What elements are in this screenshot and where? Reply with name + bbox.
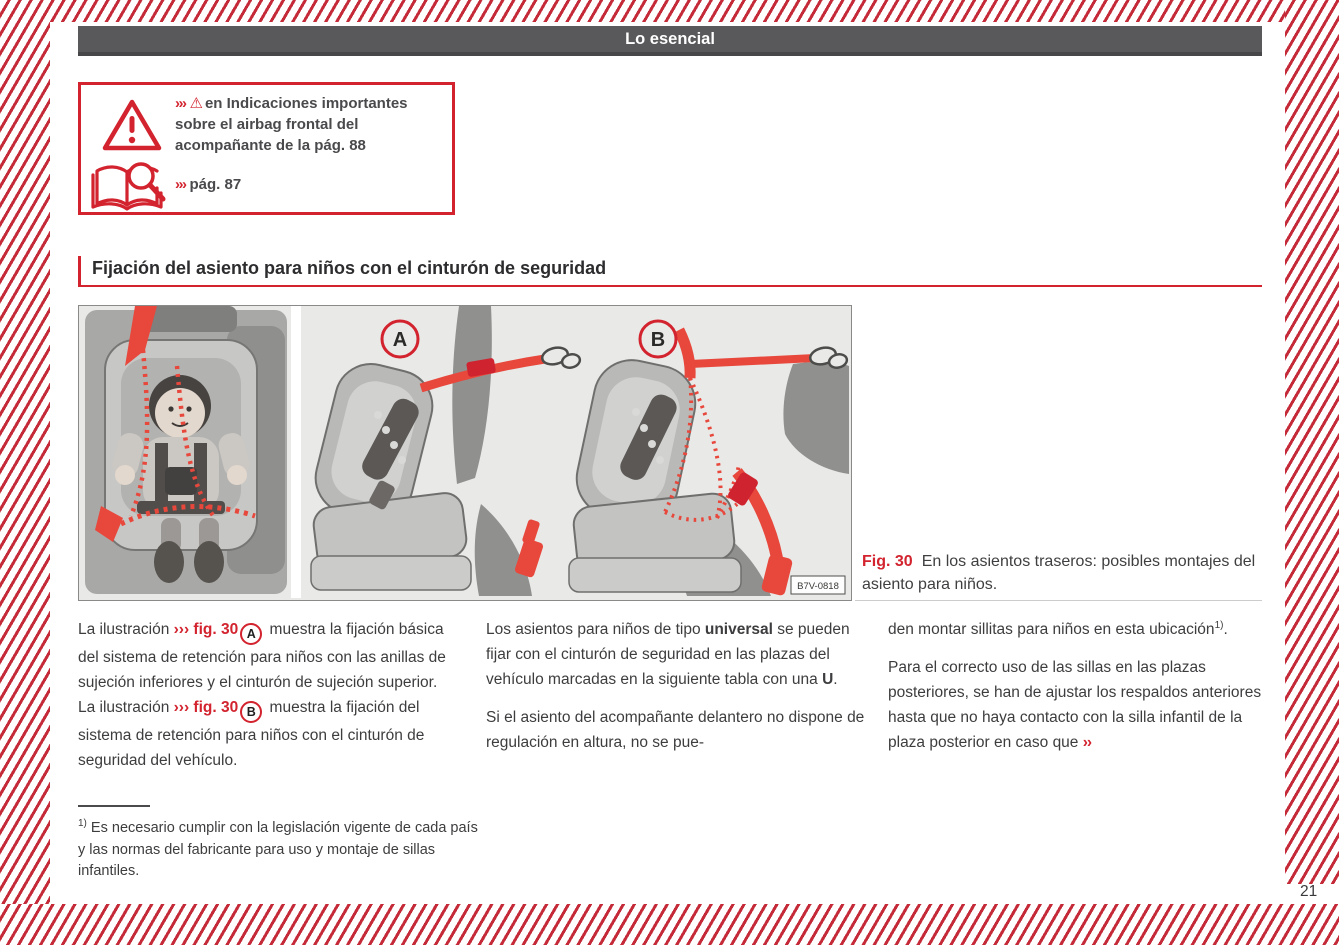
body-text: Los asientos para niños de tipo [486,621,705,638]
paragraph [486,705,866,755]
body-text: se pueden fijar con el cinturón de seguridad en las plazas del vehículo marcadas en la siguiente tabla con una [486,621,850,688]
book-magnifier-icon [89,161,173,218]
body-text: muestra la fijación básica del sistema de retención para niños con las anillas de sujeción inferiores y el cinturón de sujeción superior. La ilustración [78,621,446,716]
chapter-header [78,26,1262,56]
continuation-chevrons: ›› [1082,734,1092,751]
body-text: . [833,671,838,688]
reference-text: en Indicaciones importantes sobre el airbag frontal del acompañante de la pág. 88 [175,95,408,154]
text-column-3 [888,617,1266,768]
panel-a-label: A [392,329,408,351]
paragraph [78,617,458,773]
paragraph [486,617,866,692]
figure-caption-label: Fig. 30 [862,553,913,570]
reference-chevrons: ››› [175,176,186,193]
panel-b-label: B [650,329,666,351]
warning-triangle-icon [101,97,163,158]
bold-term: universal [704,621,773,638]
figure-caption [862,551,1264,596]
image-code: B7V-0818 [797,581,839,592]
bold-term: U [822,671,834,688]
reference-item-page [175,176,435,193]
paragraph [888,655,1266,755]
body-text: Si el asiento del acompañante delantero no dispone de regulación en altura, no se pue- [486,709,865,751]
paragraph [888,617,1266,642]
circled-letter-a: A [240,623,262,645]
footnote [78,818,480,883]
figure-reference: ››› fig. 30 [173,699,239,716]
reference-item-airbag [175,93,443,156]
figure-illustration [79,306,849,598]
reference-chevrons: ››› [175,95,186,112]
body-text: . [1223,621,1228,638]
inline-warning-icon: ⚠ [189,95,203,112]
footnote-text: Es necesario cumplir con la legislación vigente de cada país y las normas del fabricante para uso y montaje de sillas infantiles. [78,820,478,879]
reference-info-box [78,82,455,215]
chapter-title: Lo esencial [625,30,715,48]
body-text: La ilustración [78,621,174,638]
footnote-number: 1) [78,818,87,830]
section-heading: Fijación del asiento para niños con el cinturón de seguridad [78,256,1262,287]
striped-border-top [0,0,1339,22]
body-text: den montar sillitas para niños en esta ubicación [888,621,1215,638]
caption-divider [855,600,1262,601]
figure-30 [78,305,852,601]
figure-reference: ››› fig. 30 [173,621,239,638]
page-number: 21 [1300,883,1318,900]
reference-text: pág. 87 [189,176,242,193]
circled-letter-b: B [240,701,262,723]
text-column-1 [78,617,458,786]
figure-caption-text: En los asientos traseros: posibles montajes del asiento para niños. [862,553,1256,593]
footnote-marker: 1) [1214,619,1224,631]
striped-border-bottom [0,904,1339,945]
footnote-divider [78,805,150,807]
striped-border-left [0,0,50,945]
striped-border-right [1285,0,1339,884]
body-text: muestra la fijación del sistema de retención para niños con el cinturón de seguridad del vehículo. [78,699,425,769]
body-text: Para el correcto uso de las sillas en las plazas posteriores, se han de ajustar los respaldos anteriores hasta que no haya contacto con la silla infantil de la plaza posterior en caso que [888,659,1262,751]
panel-front-view [85,306,287,594]
text-column-2 [486,617,866,768]
